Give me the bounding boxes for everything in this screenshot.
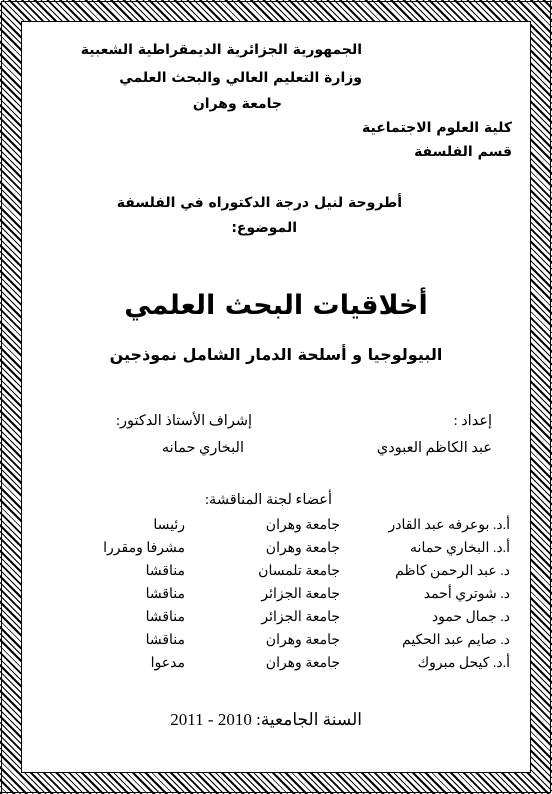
prepared-label: إعداد : [453,413,492,429]
member-name: أ.د. البخاري حمانه [410,541,510,556]
academic-year: السنة الجامعية: 2010 - 2011 [170,710,362,729]
university-name: جامعة وهران [192,96,282,112]
thesis-title: أخلاقيات البحث العلمي [124,290,428,321]
committee-row [90,632,510,652]
ministry-name: وزارة التعليم العالي والبحث العلمي [119,70,362,86]
member-name: أ.د. بوعرفه عبد القادر [388,518,510,533]
thesis-subtitle: البيولوجيا و أسلحة الدمار الشامل نموذجين [109,345,443,364]
member-university: جامعة تلمسان [258,564,340,579]
member-role: مناقشا [145,610,185,625]
member-role: مناقشا [145,587,185,602]
committee-row [90,655,510,675]
committee-row [90,540,510,560]
member-role: مناقشا [145,564,185,579]
faculty-name: كلية العلوم الاجتماعية [362,120,512,136]
member-name: د. شوتري أحمد [423,587,510,602]
department-name: قسم الفلسفة [414,144,512,160]
member-university: جامعة وهران [265,656,340,671]
republic-name: الجمهورية الجزائرية الديمقراطية الشعبية [80,42,362,58]
supervisor-name: البخاري حمانه [161,440,244,456]
committee-row [90,563,510,583]
member-role: رئيسا [153,518,185,533]
committee-row [90,586,510,606]
member-name: د. صايم عبد الحكيم [402,633,510,648]
member-university: جامعة الجزائر [261,587,340,602]
degree-line: أطروحة لنيل درجة الدكتوراه في الفلسفة [116,195,402,211]
member-role: مشرفا ومقررا [103,541,185,556]
member-university: جامعة وهران [265,518,340,533]
supervision-label: إشراف الأستاذ الدكتور: [115,413,252,429]
subject-label: الموضوع: [231,220,297,236]
member-name: أ.د. كيحل مبروك [417,656,510,671]
student-name: عبد الكاظم العبودي [376,440,492,456]
committee-row [90,517,510,537]
committee-row [90,609,510,629]
member-role: مدعوا [150,656,185,671]
member-name: د. عبد الرحمن كاظم [395,564,510,579]
member-name: د. جمال حمود [431,610,510,625]
member-university: جامعة الجزائر [261,610,340,625]
member-role: مناقشا [145,633,185,648]
committee-label: أعضاء لجنة المناقشة: [205,492,332,508]
member-university: جامعة وهران [265,633,340,648]
member-university: جامعة وهران [265,541,340,556]
